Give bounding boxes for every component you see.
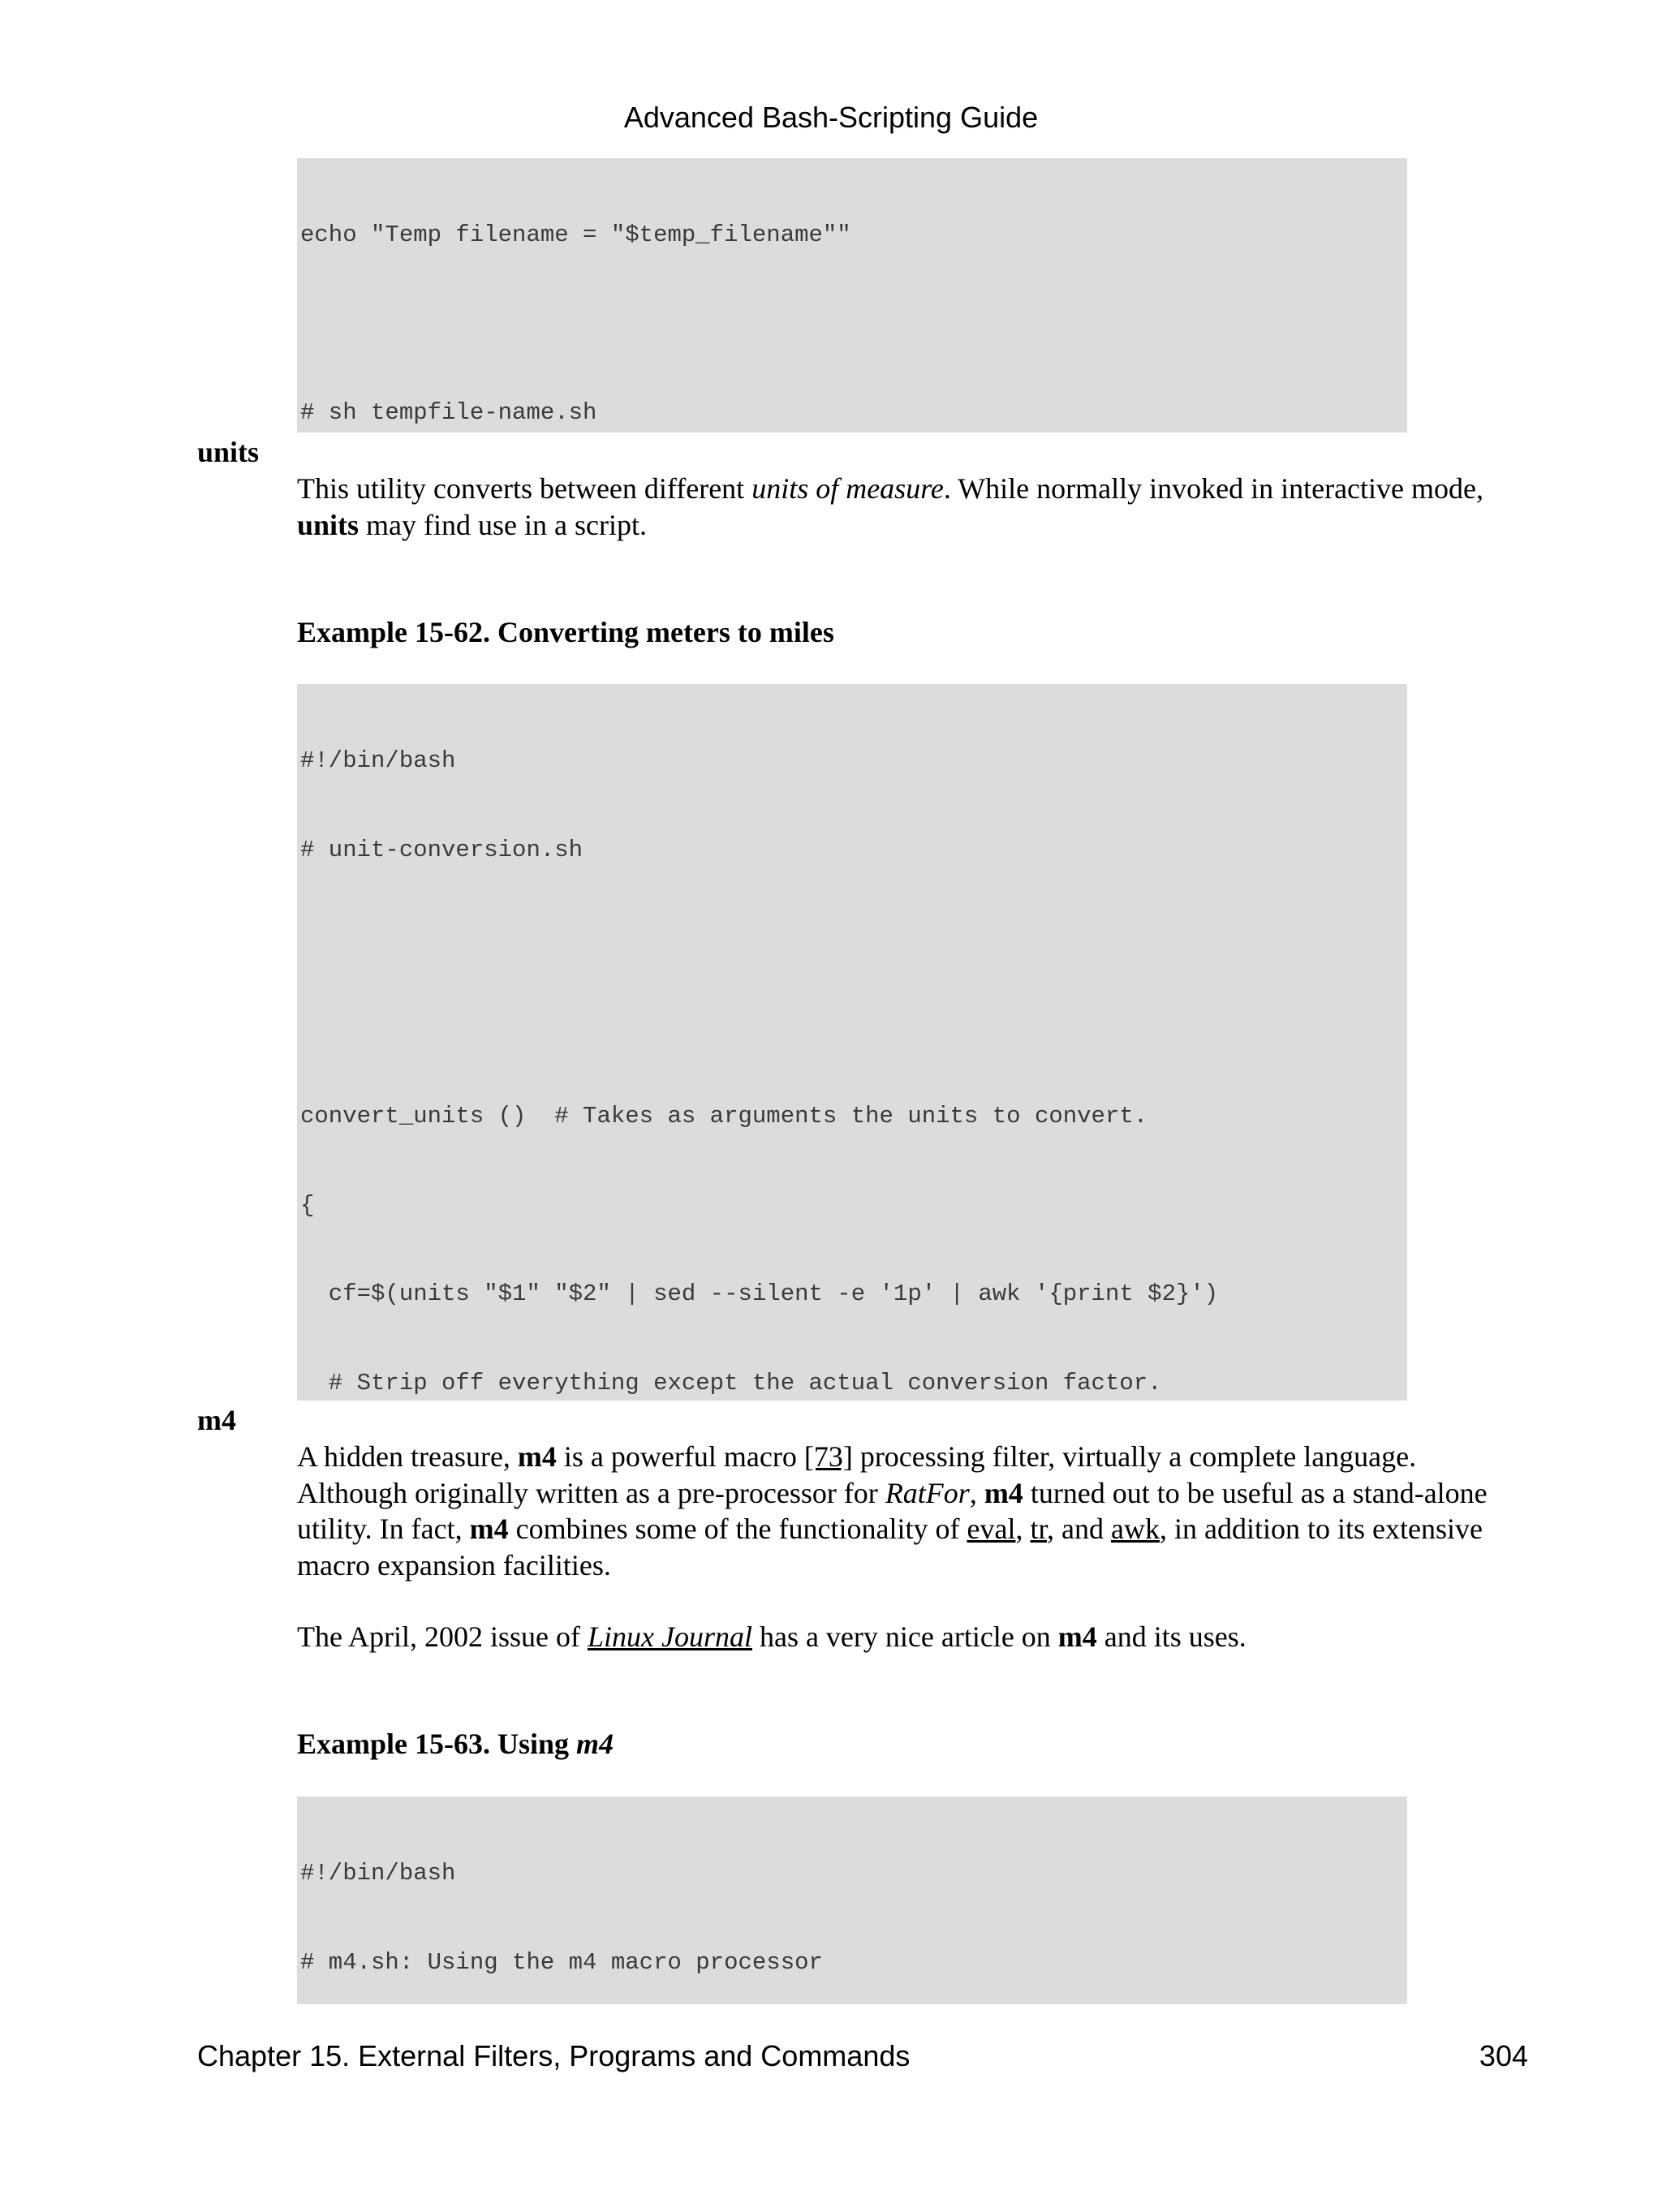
emphasis-units-of-measure: units of measure [751, 472, 944, 505]
text-run: , [1015, 1513, 1031, 1545]
emphasis-m4: m4 [576, 1728, 614, 1760]
code-block-m4 [297, 1797, 1407, 2004]
link-awk[interactable]: awk [1111, 1513, 1160, 1545]
units-description [297, 471, 1539, 543]
code-line: #!/bin/bash [300, 747, 456, 774]
chapter-title: Chapter 15. External Filters, Programs and Commands [197, 2039, 911, 2072]
example-15-62-title: Example 15-62. Converting meters to miles [297, 616, 834, 648]
text-run: processing filter, virtually a complete language. [852, 1440, 1417, 1473]
text-run: and its uses. [1096, 1620, 1246, 1653]
link-eval[interactable]: eval [967, 1513, 1016, 1545]
text-run: macro expansion facilities. [297, 1548, 611, 1582]
text-run: utility. In fact, [297, 1513, 470, 1545]
text-run: is a powerful macro [556, 1440, 804, 1473]
m4-description [297, 1439, 1539, 1583]
link-linux-journal[interactable]: Linux Journal [587, 1620, 752, 1653]
link-tr[interactable]: tr [1030, 1513, 1048, 1545]
code-line: # unit-conversion.sh [300, 836, 583, 863]
text-run: The April, 2002 issue of [297, 1620, 588, 1653]
footnote-link-73[interactable]: [73] [803, 1440, 853, 1473]
text-run: , [969, 1476, 984, 1509]
text-run: Example 15-63. Using [297, 1728, 577, 1760]
text-run: has a very nice article on [751, 1620, 1058, 1653]
code-line [300, 1013, 1407, 1044]
text-run: turned out to be useful as a stand-alone [1023, 1476, 1488, 1509]
code-line: # sh tempfile-name.sh [300, 399, 597, 426]
code-line [300, 310, 1407, 340]
text-run: A hidden treasure, [297, 1440, 518, 1473]
text-run: combines some of the functionality of [508, 1513, 967, 1545]
command-name-m4: m4 [469, 1513, 509, 1545]
page-number: 304 [1479, 2039, 1528, 2072]
code-block-tempfile [297, 158, 1407, 433]
page-footer [197, 2039, 1528, 2073]
code-line: # m4.sh: Using the m4 macro processor [300, 1948, 823, 1976]
code-line: { [300, 1191, 315, 1219]
text-run: This utility converts between different [297, 472, 752, 505]
term-m4: m4 [197, 1404, 236, 1436]
emphasis-ratfor: RatFor [885, 1476, 970, 1509]
term-units: units [197, 436, 260, 468]
code-line [300, 924, 1407, 954]
text-run: may find use in a script. [359, 508, 647, 541]
running-header: Advanced Bash-Scripting Guide [623, 101, 1039, 134]
text-run: Although originally written as a pre-processor for [297, 1476, 885, 1509]
command-name-m4: m4 [517, 1440, 557, 1473]
text-run: , and [1047, 1513, 1111, 1545]
code-line: convert_units () # Takes as arguments the units to convert. [300, 1103, 1148, 1130]
code-line: #!/bin/bash [300, 1860, 456, 1887]
code-line: echo "Temp filename = "$temp_filename"" [300, 222, 851, 248]
linux-journal-paragraph [297, 1619, 1539, 1655]
code-block-unit-conversion [297, 684, 1407, 1401]
text-run: . While normally invoked in interactive mode, [943, 472, 1483, 505]
command-name-units: units [297, 508, 360, 541]
example-15-63-title [297, 1727, 614, 1761]
command-name-m4: m4 [984, 1476, 1023, 1509]
command-name-m4: m4 [1057, 1620, 1097, 1653]
text-run: , in addition to its extensive [1159, 1513, 1483, 1545]
code-line: cf=$(units "$1" "$2" | sed --silent -e '1p' | awk '{print $2}') [300, 1280, 1219, 1307]
code-line: # Strip off everything except the actual conversion factor. [300, 1369, 1162, 1396]
